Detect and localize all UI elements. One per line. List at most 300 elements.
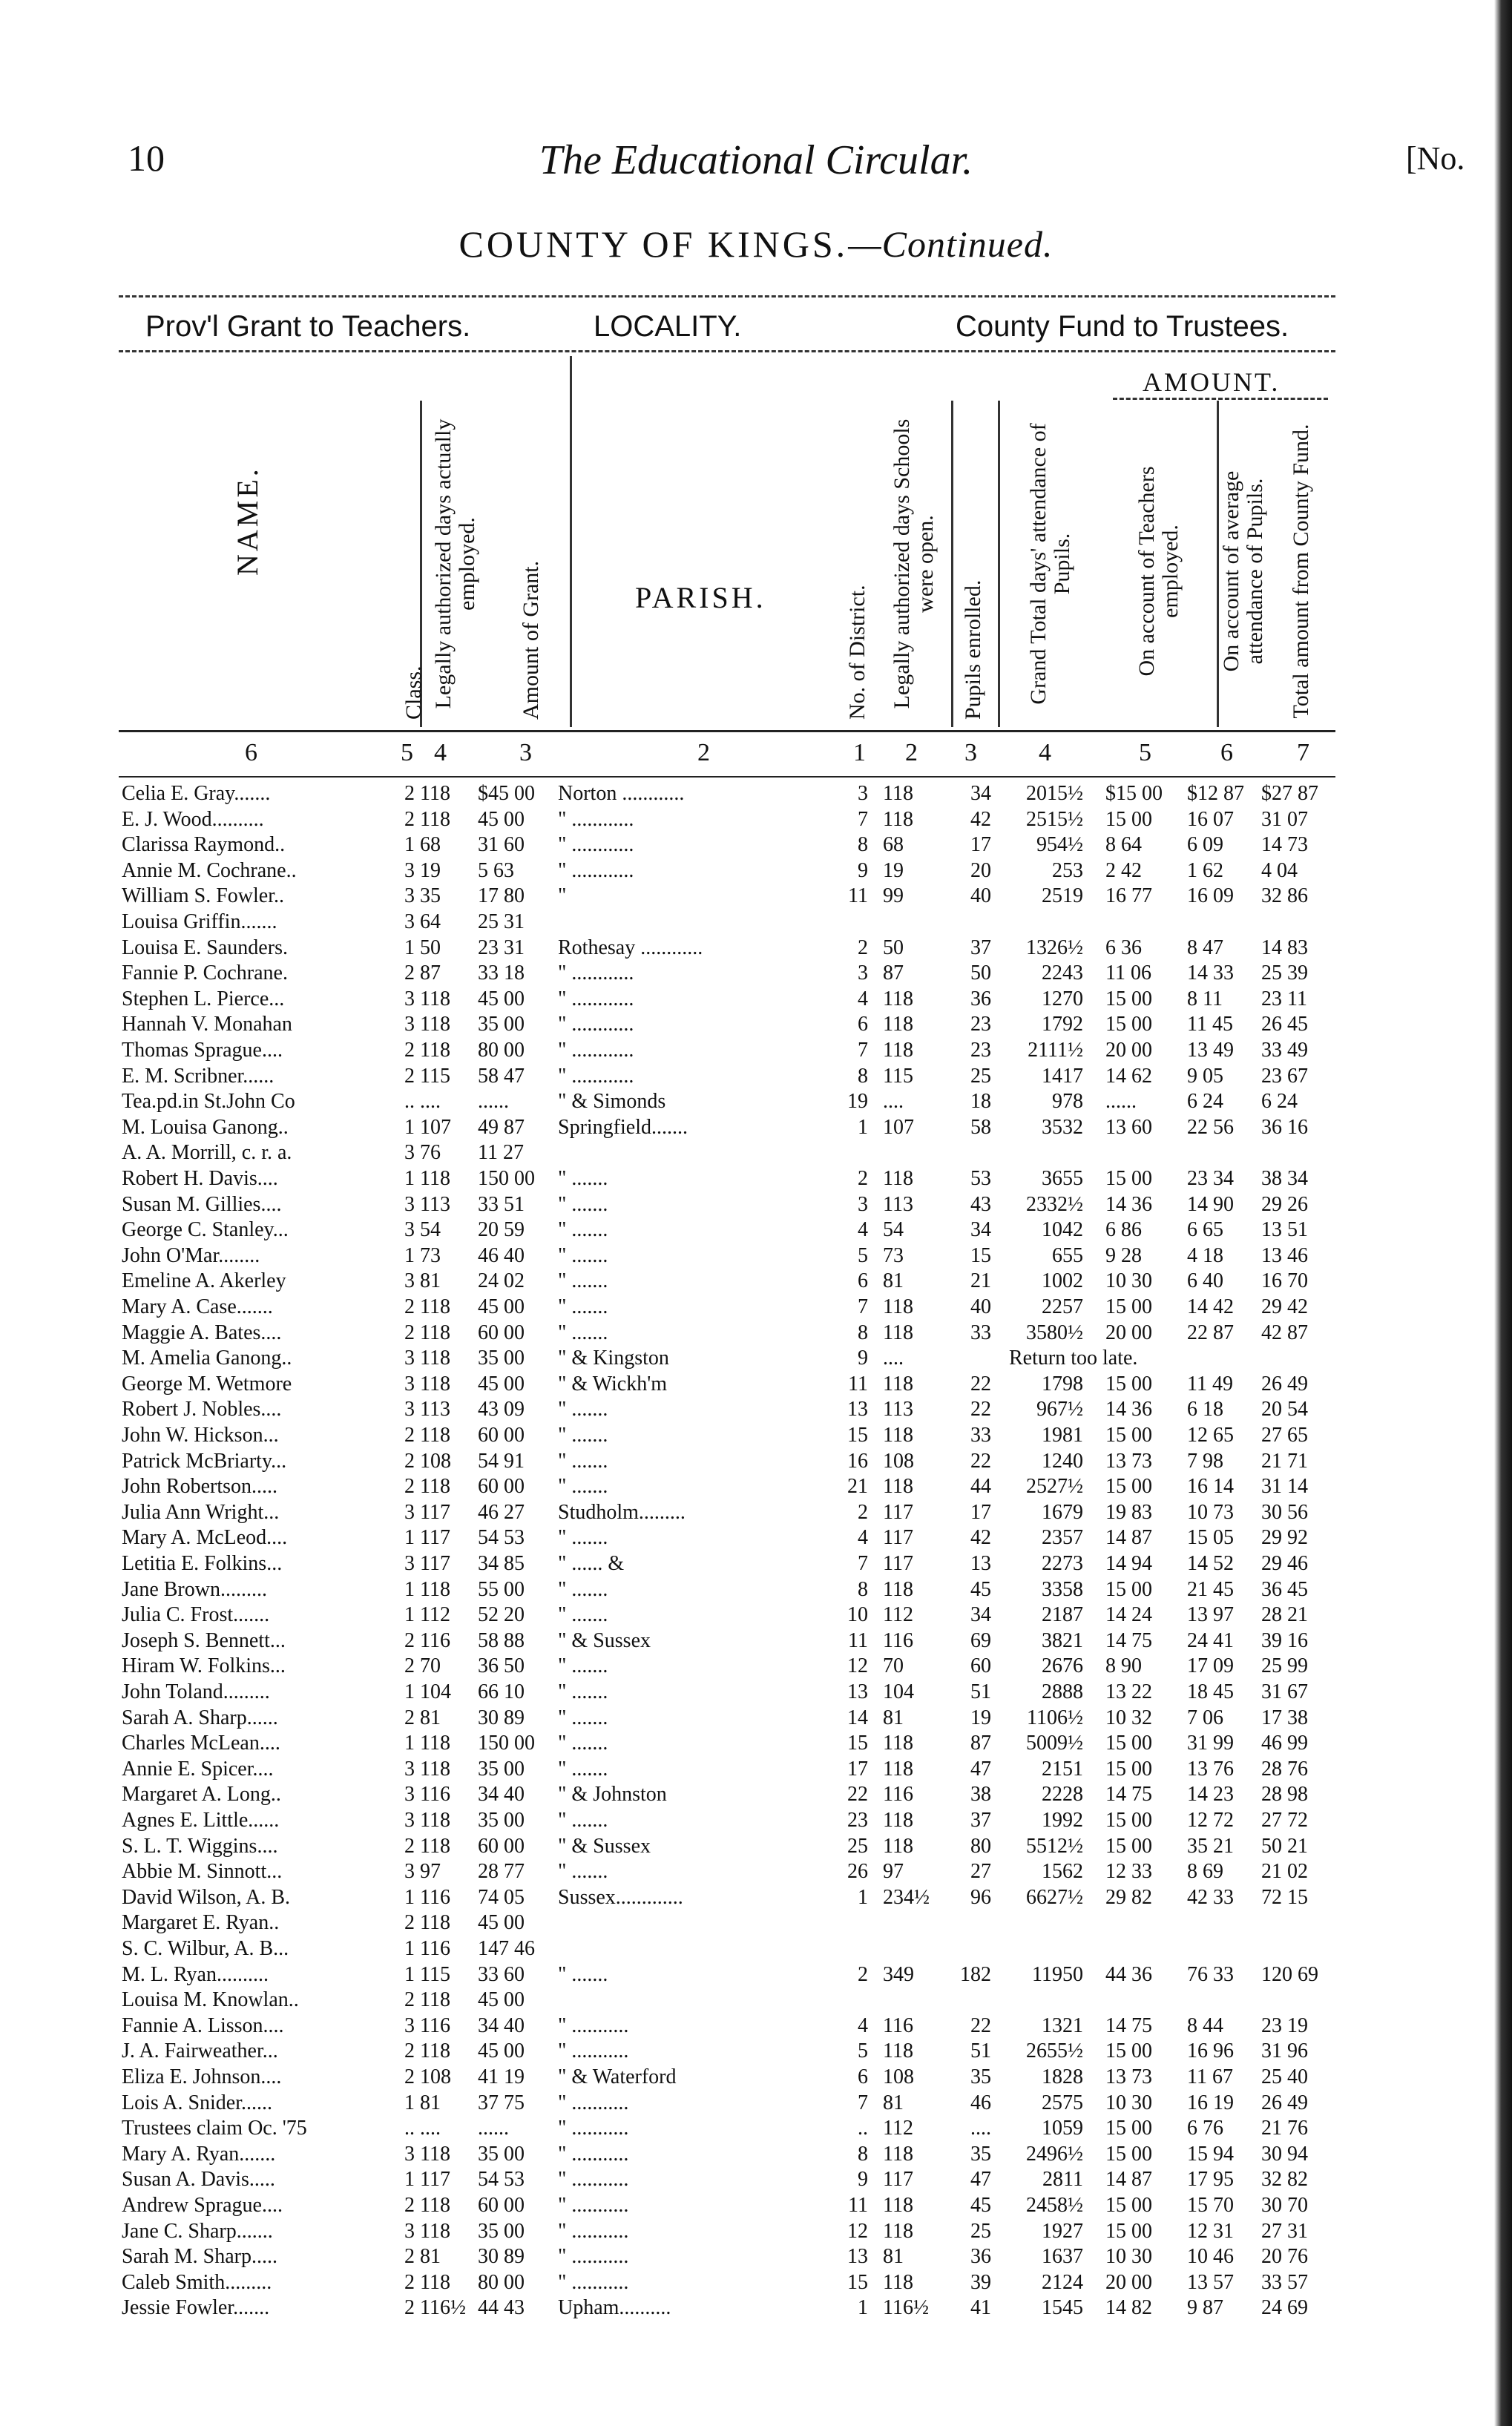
cell-parish: " ....... xyxy=(558,1962,608,1986)
cell-total: 2243 xyxy=(1042,961,1083,985)
cell-teachers: 9 28 xyxy=(1105,1243,1142,1267)
cell-total: 3655 xyxy=(1042,1167,1083,1190)
cell-name: Fannie A. Lisson.... xyxy=(122,2014,284,2037)
cell-open: 108 xyxy=(883,2065,914,2088)
table-row xyxy=(0,1270,1512,1292)
cell-fund: 13 46 xyxy=(1261,1243,1308,1267)
cell-class: 1 xyxy=(404,936,415,959)
cell-class: 2 xyxy=(404,1911,415,1935)
table-row xyxy=(0,2169,1512,2191)
cell-open: 118 xyxy=(883,782,913,805)
cell-parish: " & Simonds xyxy=(558,1090,666,1114)
cell-district: 8 xyxy=(858,1064,868,1088)
cell-teachers: 15 00 xyxy=(1105,1809,1152,1832)
cell-parish: Upham.......... xyxy=(558,2296,671,2320)
cell-class: 3 xyxy=(404,1809,415,1832)
cell-total: 2357 xyxy=(1042,1526,1083,1550)
cell-district: 5 xyxy=(858,2039,868,2063)
cell-open: 118 xyxy=(883,1424,913,1447)
cell-average: 6 76 xyxy=(1187,2117,1223,2140)
cell-parish: " ....... xyxy=(558,1706,608,1729)
cell-pupils: 58 xyxy=(970,1115,991,1139)
cell-class: 1 xyxy=(404,1885,415,1909)
cell-fund: 30 70 xyxy=(1261,2194,1308,2217)
cell-district: 8 xyxy=(858,1577,868,1601)
table-row xyxy=(0,1347,1512,1370)
cell-grant: 30 89 xyxy=(478,2245,525,2269)
running-title: The Educational Circular. xyxy=(539,137,973,183)
cell-parish: " ....... xyxy=(558,1680,608,1703)
cell-days: 64 xyxy=(420,910,441,933)
cell-total: 655 xyxy=(1052,1243,1083,1267)
cell-open: 73 xyxy=(883,1243,904,1267)
cell-fund: 17 38 xyxy=(1261,1706,1308,1729)
cell-parish: Springfield....... xyxy=(558,1115,688,1139)
cell-grant: 80 00 xyxy=(478,2270,525,2294)
cell-teachers: 10 30 xyxy=(1105,2091,1152,2114)
cell-parish: Rothesay ............ xyxy=(558,936,703,959)
cell-days: 118 xyxy=(420,2270,450,2294)
header-rule xyxy=(119,730,1335,732)
cell-average: 10 46 xyxy=(1187,2245,1234,2269)
cell-teachers: ...... xyxy=(1105,1090,1137,1114)
cell-class: 1 xyxy=(404,1732,415,1755)
cell-open: 118 xyxy=(883,987,913,1010)
cell-grant: 35 00 xyxy=(478,1347,525,1370)
table-row xyxy=(0,783,1512,805)
cell-name: Andrew Sprague.... xyxy=(122,2194,283,2217)
cell-teachers: 8 90 xyxy=(1105,1654,1142,1678)
cell-fund: 27 65 xyxy=(1261,1424,1308,1447)
cell-total: 6627½ xyxy=(1026,1885,1083,1909)
cell-fund: 38 34 xyxy=(1261,1167,1308,1190)
cell-days: 81 xyxy=(420,1706,441,1729)
colnum-open: 2 xyxy=(905,739,918,766)
colnum-grand: 4 xyxy=(1039,739,1051,766)
col-grand-total-header: Grand Total days' attendance of Pupils. xyxy=(1026,423,1074,705)
cell-class: 2 xyxy=(404,1988,415,2012)
divider xyxy=(570,356,572,727)
cell-pupils: 34 xyxy=(970,782,991,805)
cell-district: .. xyxy=(858,2117,868,2140)
cell-total: 1637 xyxy=(1042,2245,1083,2269)
cell-teachers: 15 00 xyxy=(1105,1834,1152,1858)
cell-parish: " & Waterford xyxy=(558,2065,677,2088)
table-row xyxy=(0,1707,1512,1729)
cell-pupils: 182 xyxy=(960,1962,991,1986)
cell-name: M. L. Ryan.......... xyxy=(122,1962,269,1986)
cell-parish: " ........... xyxy=(558,2219,629,2243)
cell-district: 11 xyxy=(848,1372,868,1396)
cell-pupils: 36 xyxy=(970,2245,991,2269)
table-row xyxy=(0,1527,1512,1549)
cell-district: 3 xyxy=(858,782,868,805)
cell-pupils: 39 xyxy=(970,2270,991,2294)
cell-total: 1562 xyxy=(1042,1860,1083,1884)
cell-average: 6 18 xyxy=(1187,1398,1223,1421)
cell-open: .... xyxy=(883,1090,904,1114)
cell-open: 87 xyxy=(883,961,904,985)
cell-class: 2 xyxy=(404,1424,415,1447)
cell-days: 118 xyxy=(420,2039,450,2063)
table-row xyxy=(0,1039,1512,1062)
cell-parish: " ....... xyxy=(558,1269,608,1293)
cell-class: 2 xyxy=(404,1706,415,1729)
cell-total: 2332½ xyxy=(1026,1192,1083,1216)
cell-days: .... xyxy=(420,1090,441,1114)
cell-class: 1 xyxy=(404,2091,415,2114)
cell-class: 3 xyxy=(404,1218,415,1242)
cell-total: 1106½ xyxy=(1027,1706,1083,1729)
cell-days: 113 xyxy=(420,1192,450,1216)
table-row xyxy=(0,2015,1512,2037)
cell-class: 1 xyxy=(404,1603,415,1627)
table-row xyxy=(0,1424,1512,1447)
cell-total: 1059 xyxy=(1042,2117,1083,2140)
cell-name: Hiram W. Folkins... xyxy=(122,1654,286,1678)
cell-fund: 14 83 xyxy=(1261,936,1308,959)
cell-district: 1 xyxy=(858,2296,868,2320)
cell-class: 2 xyxy=(404,1654,415,1678)
cell-parish: " ....... xyxy=(558,1167,608,1190)
cell-grant: 80 00 xyxy=(478,1039,525,1062)
cell-open: 116 xyxy=(883,2014,913,2037)
cell-open: 117 xyxy=(883,1500,913,1524)
cell-total: 1042 xyxy=(1042,1218,1083,1242)
table-row xyxy=(0,1373,1512,1396)
cell-total: Return too late. xyxy=(1009,1347,1138,1370)
cell-average: 16 14 xyxy=(1187,1475,1234,1499)
cell-average: 14 42 xyxy=(1187,1295,1234,1318)
cell-name: Patrick McBriarty... xyxy=(122,1449,287,1473)
cell-parish: " ........... xyxy=(558,2142,629,2166)
cell-name: Annie E. Spicer.... xyxy=(122,1757,274,1781)
cell-pupils: 37 xyxy=(970,1809,991,1832)
cell-name: M. Louisa Ganong.. xyxy=(122,1115,289,1139)
cell-fund: 120 69 xyxy=(1261,1962,1318,1986)
cell-teachers: 13 60 xyxy=(1105,1115,1152,1139)
cell-grant: 49 87 xyxy=(478,1115,525,1139)
table-row xyxy=(0,1681,1512,1703)
cell-class: 2 xyxy=(404,1449,415,1473)
amount-label: AMOUNT. xyxy=(1143,367,1281,397)
cell-open: 118 xyxy=(883,2270,913,2294)
table-row xyxy=(0,2297,1512,2319)
cell-fund: 33 57 xyxy=(1261,2270,1308,2294)
cell-parish: " ....... xyxy=(558,1732,608,1755)
cell-average: 9 87 xyxy=(1187,2296,1223,2320)
cell-average: 22 87 xyxy=(1187,1321,1234,1344)
cell-days: 118 xyxy=(420,1321,450,1344)
cell-grant: 150 00 xyxy=(478,1732,535,1755)
cell-district: 26 xyxy=(847,1860,868,1884)
cell-average: 8 47 xyxy=(1187,936,1223,959)
cell-average: 16 07 xyxy=(1187,807,1234,831)
cell-teachers: 16 77 xyxy=(1105,884,1152,908)
table-row xyxy=(0,2040,1512,2062)
page-number: 10 xyxy=(128,137,165,179)
cell-total: 1326½ xyxy=(1026,936,1083,959)
cell-open: 118 xyxy=(883,1372,913,1396)
cell-days: 19 xyxy=(420,858,441,882)
cell-pupils: 44 xyxy=(970,1475,991,1499)
cell-total: 2458½ xyxy=(1026,2194,1083,2217)
cell-open: 54 xyxy=(883,1218,904,1242)
cell-days: 118 xyxy=(420,1809,450,1832)
table-row xyxy=(0,2246,1512,2268)
table-row xyxy=(0,1579,1512,1601)
table-row xyxy=(0,1502,1512,1524)
cell-class: 2 xyxy=(404,1295,415,1318)
cell-class: 1 xyxy=(404,1526,415,1550)
cell-district: 9 xyxy=(858,2168,868,2192)
cell-name: John W. Hickson... xyxy=(122,1424,279,1447)
cell-pupils: 96 xyxy=(970,1885,991,1909)
cell-average: 6 65 xyxy=(1187,1218,1223,1242)
cell-teachers: 14 75 xyxy=(1105,1628,1152,1652)
cell-teachers: 14 24 xyxy=(1105,1603,1152,1627)
cell-fund: 25 99 xyxy=(1261,1654,1308,1678)
table-row xyxy=(0,2066,1512,2088)
cell-class: .. xyxy=(404,1090,415,1114)
cell-class: 3 xyxy=(404,1783,415,1807)
cell-days: 118 xyxy=(420,2194,450,2217)
cell-average: 6 40 xyxy=(1187,1269,1223,1293)
cell-name: Susan A. Davis..... xyxy=(122,2168,275,2192)
cell-pupils: 34 xyxy=(970,1603,991,1627)
cell-parish: " ............ xyxy=(558,833,634,857)
cell-open: 118 xyxy=(883,1013,913,1036)
cell-teachers: 15 00 xyxy=(1105,1757,1152,1781)
cell-name: Louisa E. Saunders. xyxy=(122,936,288,959)
cell-class: 3 xyxy=(404,2219,415,2243)
cell-total: 3358 xyxy=(1042,1577,1083,1601)
cell-teachers: 15 00 xyxy=(1105,2219,1152,2243)
cell-grant: 60 00 xyxy=(478,1424,525,1447)
cell-class: 2 xyxy=(404,2194,415,2217)
cell-parish: " ............ xyxy=(558,1064,634,1088)
cell-name: Julia Ann Wright... xyxy=(122,1500,280,1524)
cell-days: 118 xyxy=(420,1988,450,2012)
cell-average: 6 09 xyxy=(1187,833,1223,857)
colnum-class: 5 xyxy=(401,739,413,766)
colnum-rule xyxy=(119,776,1335,778)
cell-parish: " ....... xyxy=(558,1295,608,1318)
cell-open: 349 xyxy=(883,1962,914,1986)
cell-district: 7 xyxy=(858,1039,868,1062)
table-row xyxy=(0,1732,1512,1755)
cell-class: 3 xyxy=(404,1269,415,1293)
cell-fund: 29 92 xyxy=(1261,1526,1308,1550)
cell-total: 2187 xyxy=(1042,1603,1083,1627)
cell-pupils: 33 xyxy=(970,1321,991,1344)
cell-open: 70 xyxy=(883,1654,904,1678)
cell-name: David Wilson, A. B. xyxy=(122,1885,291,1909)
cell-parish: " ............ xyxy=(558,858,634,882)
cell-grant: 31 60 xyxy=(478,833,525,857)
cell-total: 2676 xyxy=(1042,1654,1083,1678)
cell-pupils: 22 xyxy=(970,1449,991,1473)
cell-teachers: 8 64 xyxy=(1105,833,1142,857)
cell-average: 10 73 xyxy=(1187,1500,1234,1524)
cell-average: $12 87 xyxy=(1187,782,1244,805)
cell-name: Letitia E. Folkins... xyxy=(122,1552,283,1575)
cell-fund: 16 70 xyxy=(1261,1269,1308,1293)
cell-district: 5 xyxy=(858,1243,868,1267)
cell-fund: 27 72 xyxy=(1261,1809,1308,1832)
cell-fund: 28 76 xyxy=(1261,1757,1308,1781)
cell-grant: 24 02 xyxy=(478,1269,525,1293)
cell-days: 118 xyxy=(420,1424,450,1447)
table-row xyxy=(0,962,1512,984)
cell-name: Susan M. Gillies.... xyxy=(122,1192,282,1216)
cell-name: George M. Wetmore xyxy=(122,1372,292,1396)
cell-fund: 23 19 xyxy=(1261,2014,1308,2037)
cell-total: 2273 xyxy=(1042,1552,1083,1575)
col-name-header: NAME. xyxy=(231,466,264,576)
cell-parish: " ....... xyxy=(558,1860,608,1884)
cell-fund: 25 40 xyxy=(1261,2065,1308,2088)
cell-total: 1417 xyxy=(1042,1064,1083,1088)
cell-average: 1 62 xyxy=(1187,858,1223,882)
cell-class: 3 xyxy=(404,1347,415,1370)
cell-fund: 29 46 xyxy=(1261,1552,1308,1575)
cell-days: 81 xyxy=(420,1269,441,1293)
cell-total: 1981 xyxy=(1042,1424,1083,1447)
col-on-average-header: On account of average attendance of Pupils. xyxy=(1219,470,1267,672)
cell-fund: 23 11 xyxy=(1261,987,1307,1010)
cell-pupils: 40 xyxy=(970,884,991,908)
cell-district: 12 xyxy=(847,1654,868,1678)
cell-open: 118 xyxy=(883,1475,913,1499)
cell-district: 6 xyxy=(858,1269,868,1293)
cell-fund: 72 15 xyxy=(1261,1885,1308,1909)
cell-total: 3580½ xyxy=(1026,1321,1083,1344)
cell-average: 24 41 xyxy=(1187,1628,1234,1652)
cell-pupils: 18 xyxy=(970,1090,991,1114)
cell-grant: ...... xyxy=(478,2117,509,2140)
table-row xyxy=(0,1296,1512,1318)
cell-pupils: 17 xyxy=(970,833,991,857)
colnum-days: 4 xyxy=(434,739,447,766)
cell-parish: " ....... xyxy=(558,1809,608,1832)
cell-fund: 26 49 xyxy=(1261,1372,1308,1396)
cell-teachers: 14 36 xyxy=(1105,1192,1152,1216)
cell-name: Hannah V. Monahan xyxy=(122,1013,292,1036)
cell-average: 15 94 xyxy=(1187,2142,1234,2166)
cell-grant: 37 75 xyxy=(478,2091,525,2114)
cell-average: 21 45 xyxy=(1187,1577,1234,1601)
cell-average: 15 70 xyxy=(1187,2194,1234,2217)
cell-class: 3 xyxy=(404,1372,415,1396)
cell-open: 115 xyxy=(883,1064,913,1088)
cell-class: 2 xyxy=(404,1039,415,1062)
table-row xyxy=(0,1194,1512,1216)
cell-grant: 20 59 xyxy=(478,1218,525,1242)
cell-name: Celia E. Gray....... xyxy=(122,782,271,805)
cell-pupils: 17 xyxy=(970,1500,991,1524)
cell-pupils: 33 xyxy=(970,1424,991,1447)
cell-teachers: 14 82 xyxy=(1105,2296,1152,2320)
cell-open: 118 xyxy=(883,1809,913,1832)
cell-teachers: 14 75 xyxy=(1105,1783,1152,1807)
cell-name: Robert H. Davis.... xyxy=(122,1167,278,1190)
cell-pupils: .... xyxy=(970,2117,991,2140)
colnum-grant: 3 xyxy=(519,739,532,766)
cell-days: 117 xyxy=(420,1552,450,1575)
table-row xyxy=(0,860,1512,882)
cell-teachers: 10 32 xyxy=(1105,1706,1152,1729)
cell-teachers: 10 30 xyxy=(1105,2245,1152,2269)
cell-district: 7 xyxy=(858,807,868,831)
cell-average: 9 05 xyxy=(1187,1064,1223,1088)
colnum-pupils: 3 xyxy=(964,739,977,766)
cell-grant: 33 60 xyxy=(478,1962,525,1986)
cell-total: 2888 xyxy=(1042,1680,1083,1703)
cell-fund: 33 49 xyxy=(1261,1039,1308,1062)
cell-open: 118 xyxy=(883,1834,913,1858)
cell-district: 13 xyxy=(847,2245,868,2269)
cell-grant: 45 00 xyxy=(478,807,525,831)
cell-grant: 45 00 xyxy=(478,1372,525,1396)
cell-district: 1 xyxy=(858,1115,868,1139)
cell-total: 2515½ xyxy=(1026,807,1083,831)
top-rule xyxy=(119,295,1335,298)
cell-teachers: 15 00 xyxy=(1105,2194,1152,2217)
cell-grant: 34 85 xyxy=(478,1552,525,1575)
cell-days: 116 xyxy=(420,1937,450,1960)
cell-name: Tea.pd.in St.John Co xyxy=(122,1090,295,1114)
cell-average: 8 11 xyxy=(1187,987,1223,1010)
cell-average: 12 72 xyxy=(1187,1809,1234,1832)
cell-average: 18 45 xyxy=(1187,1680,1234,1703)
cell-pupils: 53 xyxy=(970,1167,991,1190)
cell-total: 2519 xyxy=(1042,884,1083,908)
cell-total: 2257 xyxy=(1042,1295,1083,1318)
cell-teachers: 15 00 xyxy=(1105,1167,1152,1190)
cell-district: 2 xyxy=(858,1962,868,1986)
cell-pupils: 47 xyxy=(970,1757,991,1781)
cell-grant: 34 40 xyxy=(478,2014,525,2037)
cell-teachers: 13 73 xyxy=(1105,2065,1152,2088)
cell-fund: 24 69 xyxy=(1261,2296,1308,2320)
cell-days: 118 xyxy=(420,1732,450,1755)
cell-fund: 28 21 xyxy=(1261,1603,1308,1627)
cell-name: Annie M. Cochrane.. xyxy=(122,858,297,882)
cell-parish: Studholm......... xyxy=(558,1500,686,1524)
cell-parish: " & Johnston xyxy=(558,1783,667,1807)
cell-class: 2 xyxy=(404,1628,415,1652)
cell-pupils: 47 xyxy=(970,2168,991,2192)
cell-grant: 28 77 xyxy=(478,1860,525,1884)
cell-parish: Sussex............. xyxy=(558,1885,683,1909)
cell-pupils: 13 xyxy=(970,1552,991,1575)
cell-parish: " ....... xyxy=(558,1218,608,1242)
cell-days: 118 xyxy=(420,782,450,805)
cell-parish: " & Kingston xyxy=(558,1347,669,1370)
cell-teachers: $15 00 xyxy=(1105,782,1163,805)
cell-parish: " ............ xyxy=(558,961,634,985)
cell-name: John Robertson..... xyxy=(122,1475,277,1499)
cell-district: 17 xyxy=(847,1757,868,1781)
cell-pupils: 40 xyxy=(970,1295,991,1318)
cell-pupils: 20 xyxy=(970,858,991,882)
cell-class: 3 xyxy=(404,1860,415,1884)
col-days-open-header: Legally authorized days Schools were open. xyxy=(890,418,938,709)
cell-average: 8 69 xyxy=(1187,1860,1223,1884)
cell-open: .... xyxy=(883,1347,904,1370)
cell-parish: " ....... xyxy=(558,1654,608,1678)
